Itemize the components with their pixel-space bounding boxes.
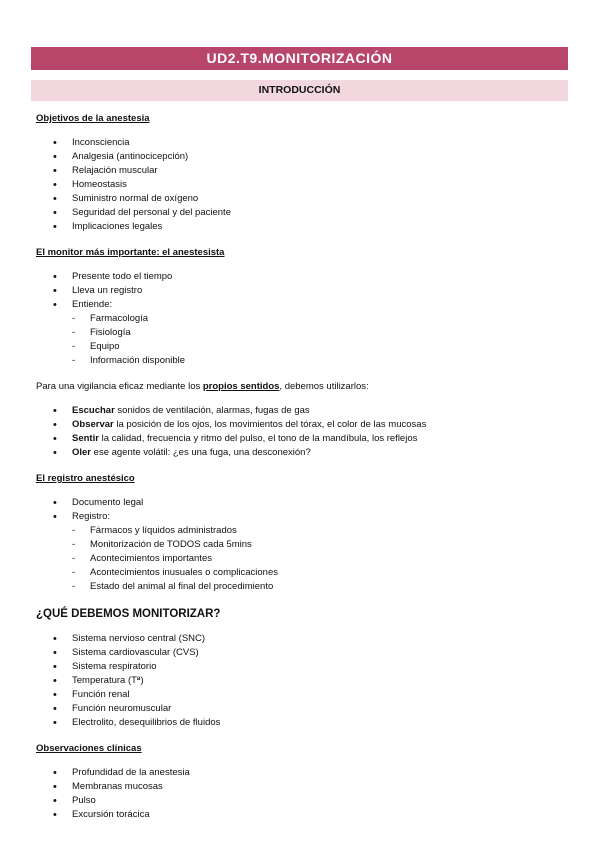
monitor-list [36, 270, 566, 312]
list-item: • Documento legal [36, 496, 566, 510]
vigilancia-intro-emph: propios sentidos [202, 381, 280, 392]
list-item: • Electrolito, desequilibrios de fluidos [36, 716, 566, 730]
list-item: • Temperatura (Tª) [36, 674, 566, 688]
list-item: • Profundidad de la anestesia [36, 766, 566, 780]
list-item: • Membranas mucosas [36, 780, 566, 794]
list-item: • Registro: [36, 510, 566, 524]
item-text: sonidos de ventilación, alarmas, fugas de gas [114, 405, 310, 416]
list-item: • Presente todo el tiempo [36, 270, 566, 284]
que-monitorizar-list [36, 632, 566, 730]
list-item: • Sistema nervioso central (SNC) [36, 632, 566, 646]
registro-list [36, 496, 566, 524]
item-text: ese agente volátil: ¿es una fuga, una desconexión? [91, 447, 311, 458]
sub-list-item: - Información disponible [36, 354, 566, 368]
que-monitorizar-heading: ¿QUÉ DEBEMOS MONITORIZAR? [36, 608, 221, 620]
item-keyword: Sentir [72, 433, 99, 444]
list-item [36, 404, 566, 418]
item-keyword: Escuchar [72, 405, 115, 416]
list-item [36, 418, 566, 432]
objetivos-heading: Objetivos de la anestesia [36, 113, 150, 124]
list-item: • Función renal [36, 688, 566, 702]
vigilancia-intro-post: , debemos utilizarlos: [279, 381, 369, 392]
list-item: • Excursión torácica [36, 808, 566, 822]
list-item: • Homeostasis [36, 178, 566, 192]
sub-list-item: - Equipo [36, 340, 566, 354]
list-item [36, 432, 566, 446]
item-keyword: Observar [72, 419, 114, 430]
document-content [36, 112, 566, 822]
list-item [36, 446, 566, 460]
sub-list-item: - Acontecimientos importantes [36, 552, 566, 566]
list-item: • Función neuromuscular [36, 702, 566, 716]
monitor-heading: El monitor más importante: el anestesista [36, 247, 225, 258]
sub-list-item: - Monitorización de TODOS cada 5mins [36, 538, 566, 552]
list-item: • Analgesia (antinocicepción) [36, 150, 566, 164]
sub-list-item: - Fisiología [36, 326, 566, 340]
sub-list-item: - Acontecimientos inusuales o complicaciones [36, 566, 566, 580]
list-item: • Implicaciones legales [36, 220, 566, 234]
observaciones-heading: Observaciones clínicas [36, 743, 142, 754]
list-item: • Seguridad del personal y del paciente [36, 206, 566, 220]
vigilancia-intro [36, 380, 566, 394]
objetivos-list [36, 136, 566, 234]
sub-list-item: - Estado del animal al final del procedimiento [36, 580, 566, 594]
vigilancia-list [36, 404, 566, 460]
sub-list-item: - Farmacología [36, 312, 566, 326]
item-text: la posición de los ojos, los movimientos del tórax, el color de las mucosas [113, 419, 427, 430]
vigilancia-intro-pre: Para una vigilancia eficaz mediante los [36, 381, 203, 392]
list-item: • Sistema cardiovascular (CVS) [36, 646, 566, 660]
registro-sublist [36, 524, 566, 594]
observaciones-list [36, 766, 566, 822]
list-item: • Sistema respiratorio [36, 660, 566, 674]
list-item: • Lleva un registro [36, 284, 566, 298]
item-keyword: Oler [72, 447, 92, 458]
item-text: la calidad, frecuencia y ritmo del pulso, el tono de la mandíbula, los reflejos [98, 433, 418, 444]
monitor-sublist [36, 312, 566, 368]
document-title: UD2.T9.MONITORIZACIÓN [31, 47, 568, 70]
list-item: • Suministro normal de oxígeno [36, 192, 566, 206]
sub-list-item: - Fármacos y líquidos administrados [36, 524, 566, 538]
registro-heading: El registro anestésico [36, 473, 135, 484]
list-item: • Relajación muscular [36, 164, 566, 178]
list-item: • Inconsciencia [36, 136, 566, 150]
intro-heading: INTRODUCCIÓN [31, 80, 568, 101]
list-item: • Entiende: [36, 298, 566, 312]
list-item: • Pulso [36, 794, 566, 808]
